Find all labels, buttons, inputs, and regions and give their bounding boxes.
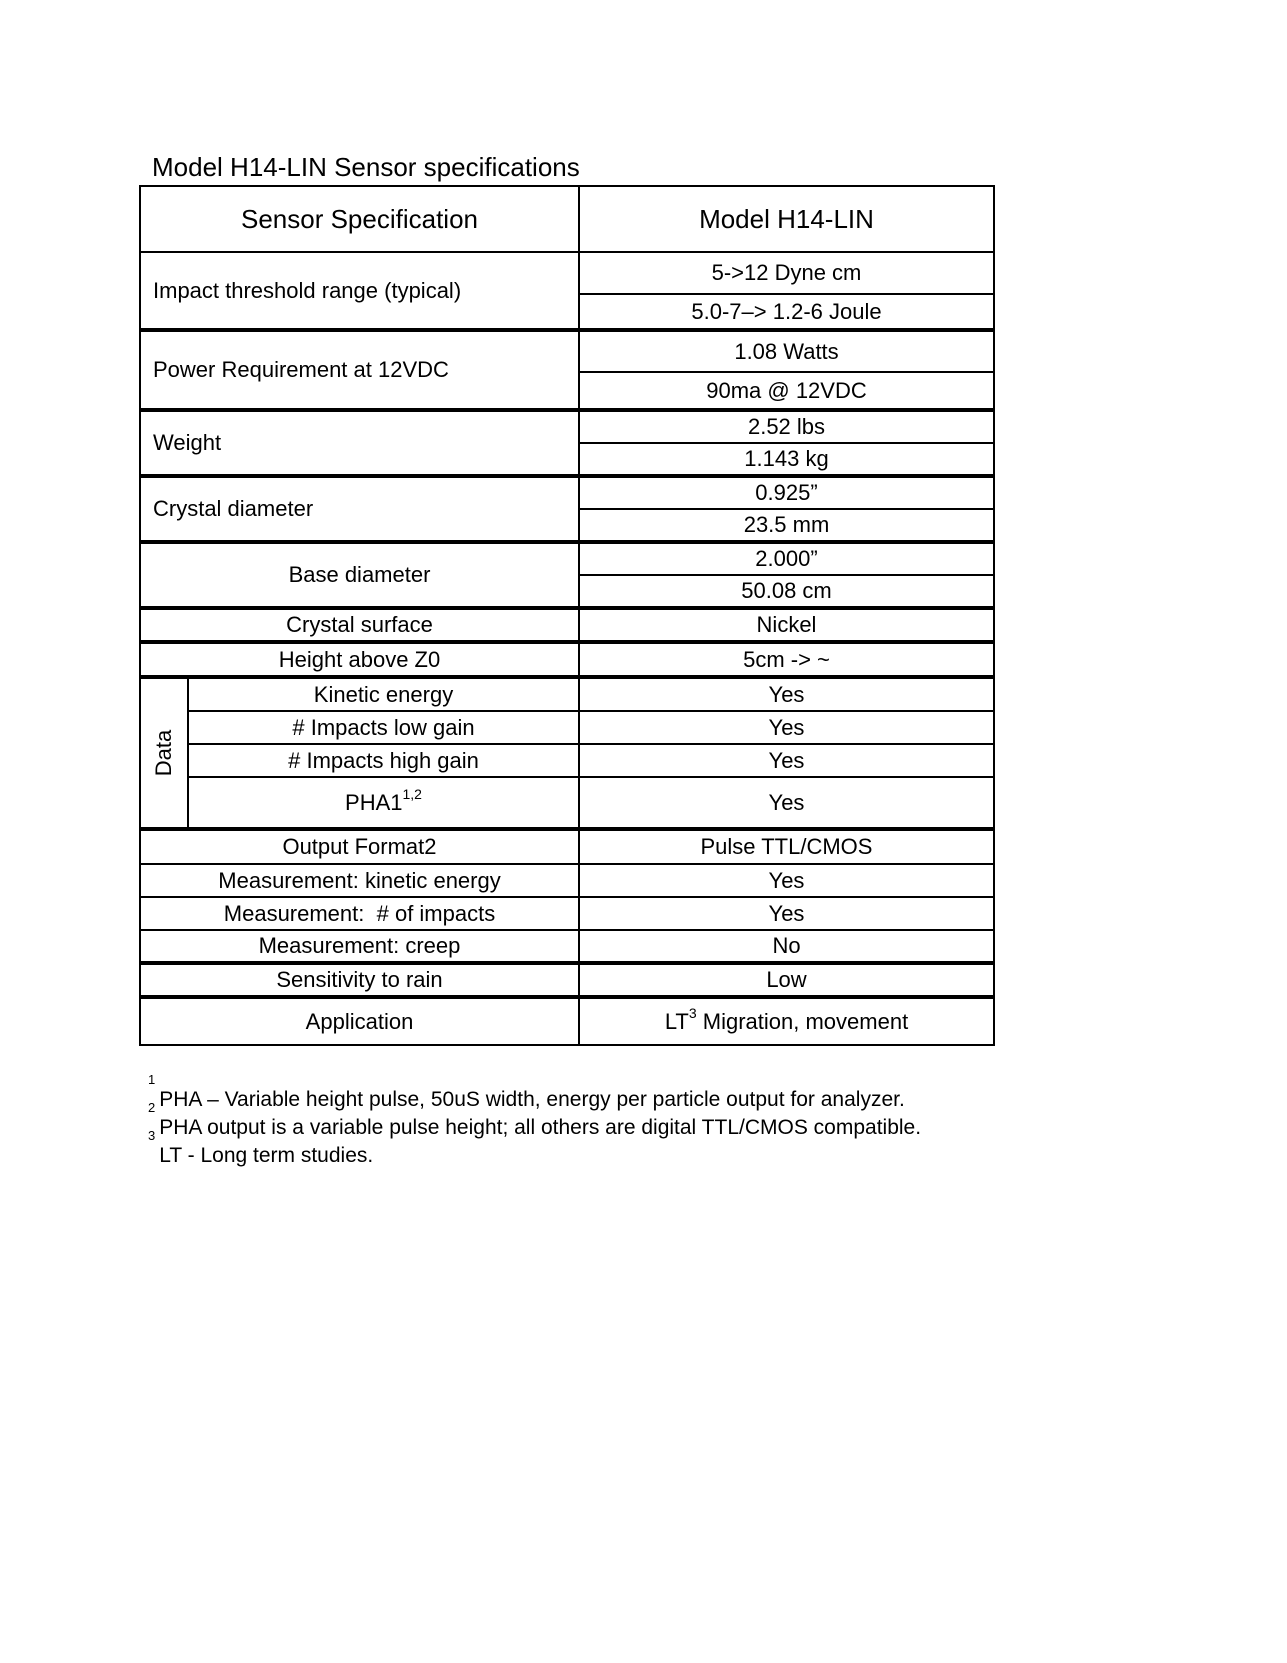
base-diameter-value-2: 50.08 cm	[579, 575, 994, 608]
meas-creep-label: Measurement: creep	[140, 930, 579, 963]
application-label: Application	[140, 997, 579, 1045]
power-value-2: 90ma @ 12VDC	[579, 372, 994, 410]
meas-impacts-label: Measurement: # of impacts	[140, 897, 579, 930]
table-row	[140, 963, 994, 997]
table-header-row	[140, 186, 994, 252]
impact-value-2: 5.0-7–> 1.2-6 Joule	[579, 294, 994, 330]
footnotes	[148, 1072, 922, 1170]
data-group-text: Data	[151, 729, 177, 777]
table-row	[140, 542, 994, 575]
pha-footnote-ref: 1,2	[402, 786, 422, 803]
impacts-low-label: # Impacts low gain	[188, 711, 579, 744]
table-row	[140, 677, 994, 711]
table-row	[140, 777, 994, 829]
table-row	[140, 997, 994, 1045]
table-row	[140, 744, 994, 777]
meas-impacts-value: Yes	[579, 897, 994, 930]
crystal-surface-value: Nickel	[579, 608, 994, 642]
power-value-1: 1.08 Watts	[579, 330, 994, 372]
footnote-1-num: 1	[148, 1072, 156, 1087]
base-diameter-value-1: 2.000”	[579, 542, 994, 575]
application-rest: Migration, movement	[696, 1008, 909, 1034]
footnote-1-text: PHA – Variable height pulse, 50uS width, energy per particle output for analyzer.	[159, 1088, 905, 1111]
footnote-3-num: 3	[148, 1128, 156, 1143]
rain-label: Sensitivity to rain	[140, 963, 579, 997]
meas-kinetic-label: Measurement: kinetic energy	[140, 864, 579, 897]
table-row	[140, 410, 994, 443]
footnote-2	[148, 1100, 922, 1142]
weight-label: Weight	[140, 410, 579, 476]
crystal-surface-label: Crystal surface	[140, 608, 579, 642]
table-row	[140, 608, 994, 642]
meas-creep-value: No	[579, 930, 994, 963]
kinetic-label: Kinetic energy	[188, 677, 579, 711]
impacts-high-label: # Impacts high gain	[188, 744, 579, 777]
table-row	[140, 829, 994, 864]
rain-value: Low	[579, 963, 994, 997]
table-row	[140, 864, 994, 897]
impact-label: Impact threshold range (typical)	[140, 252, 579, 330]
pha-value: Yes	[579, 777, 994, 829]
footnote-1	[148, 1072, 921, 1114]
table-row	[140, 930, 994, 963]
footnote-2-num: 2	[148, 1100, 156, 1115]
output-format-label: Output Format2	[140, 829, 579, 864]
crystal-diameter-label: Crystal diameter	[140, 476, 579, 542]
header-spec: Sensor Specification	[140, 186, 579, 252]
table-row	[140, 642, 994, 677]
base-diameter-label: Base diameter	[140, 542, 579, 608]
power-label: Power Requirement at 12VDC	[140, 330, 579, 410]
footnote-2-text: PHA output is a variable pulse height; all others are digital TTL/CMOS compatible.	[159, 1116, 922, 1139]
pha-label-text: PHA1	[345, 789, 403, 815]
spec-table	[139, 185, 995, 1046]
impacts-high-value: Yes	[579, 744, 994, 777]
weight-value-1: 2.52 lbs	[579, 410, 994, 443]
data-group-label	[140, 677, 188, 829]
table-row	[140, 897, 994, 930]
application-prefix: LT	[664, 1008, 689, 1034]
application-value	[579, 997, 994, 1045]
crystal-diameter-value-2: 23.5 mm	[579, 509, 994, 542]
kinetic-value: Yes	[579, 677, 994, 711]
table-row	[140, 476, 994, 509]
header-model: Model H14-LIN	[579, 186, 994, 252]
page-title: Model H14-LIN Sensor specifications	[152, 152, 580, 182]
height-value: 5cm -> ~	[579, 642, 994, 677]
weight-value-2: 1.143 kg	[579, 443, 994, 476]
table-row	[140, 330, 994, 372]
pha-label	[188, 777, 579, 829]
table-row	[140, 252, 994, 294]
footnote-3	[148, 1128, 921, 1170]
impacts-low-value: Yes	[579, 711, 994, 744]
crystal-diameter-value-1: 0.925”	[579, 476, 994, 509]
height-label: Height above Z0	[140, 642, 579, 677]
output-format-value: Pulse TTL/CMOS	[579, 829, 994, 864]
application-footnote-ref: 3	[688, 1005, 697, 1022]
meas-kinetic-value: Yes	[579, 864, 994, 897]
table-row	[140, 711, 994, 744]
impact-value-1: 5->12 Dyne cm	[579, 252, 994, 294]
footnote-3-text: LT - Long term studies.	[159, 1144, 374, 1167]
